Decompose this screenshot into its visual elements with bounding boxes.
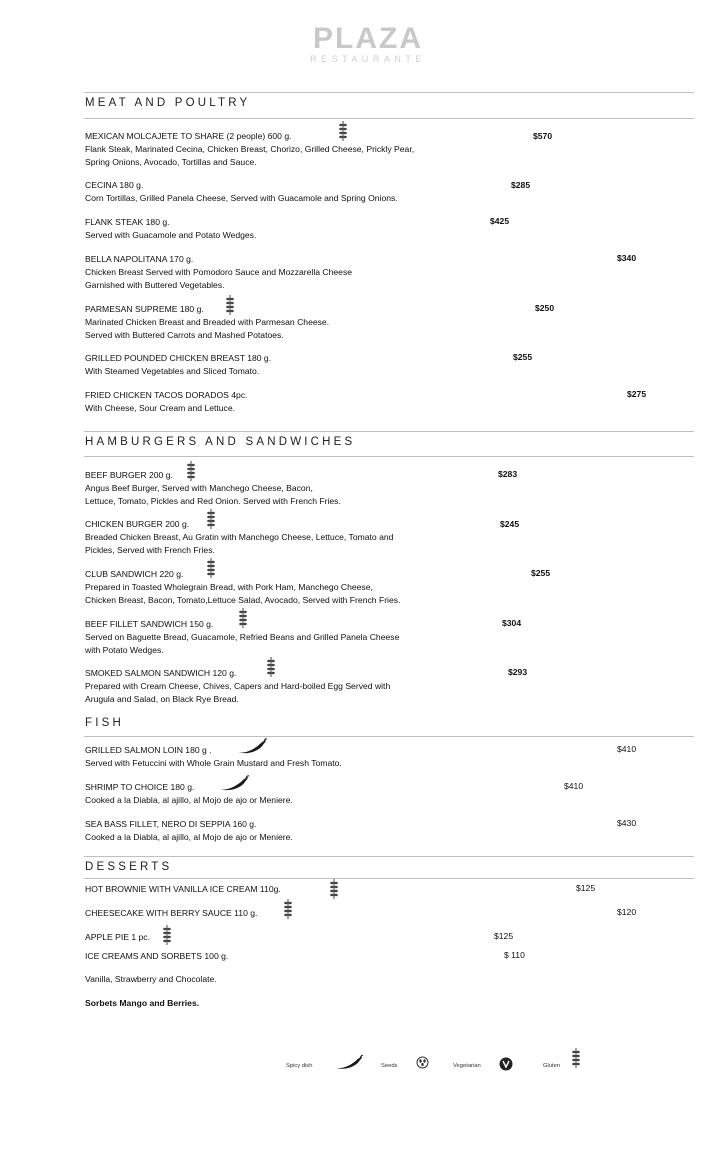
item-description: Flank Steak, Marinated Cecina, Chicken Breast, Chorizo, Grilled Cheese, Prickly Pear,: [85, 143, 415, 154]
item-name: HOT BROWNIE WITH VANILLA ICE CREAM 110g.: [85, 884, 281, 894]
menu-item-ice-creams: [85, 950, 228, 963]
item-name: SEA BASS FILLET, NERO DI SEPPIA 160 g.: [85, 819, 257, 829]
menu-item-grilled-chicken: [85, 352, 271, 378]
section-divider: [84, 856, 694, 857]
legend-label-spicy: Spicy dish: [286, 1063, 313, 1069]
sorbet-flavors: Sorbets Mango and Berries.: [85, 998, 200, 1008]
item-name: GRILLED SALMON LOIN 180 g .: [85, 745, 212, 755]
item-name: PARMESAN SUPREME 180 g.: [85, 304, 204, 314]
item-name: SMOKED SALMON SANDWICH 120 g.: [85, 668, 237, 678]
menu-item-bella-napolitana: [85, 253, 352, 291]
item-description: Arugula and Salad, on Black Rye Bread.: [85, 693, 239, 704]
menu-item-grilled-salmon: [85, 744, 342, 770]
menu-item-club-sandwich: [85, 568, 400, 606]
item-description: With Steamed Vegetables and Sliced Tomato.: [85, 365, 260, 376]
item-name: FLANK STEAK 180 g.: [85, 217, 170, 227]
menu-item-chicken-burger: [85, 518, 393, 556]
seeds-icon: [416, 1056, 429, 1069]
item-name: BELLA NAPOLITANA 170 g.: [85, 254, 194, 264]
item-name: CHEESECAKE WITH BERRY SAUCE 110 g.: [85, 908, 258, 918]
menu-item-flank-steak: [85, 216, 256, 242]
menu-item-parmesan-supreme: [85, 303, 329, 341]
item-price: $ 110: [504, 950, 525, 960]
item-description: Garnished with Buttered Vegetables.: [85, 279, 225, 290]
item-price: $285: [511, 180, 531, 190]
item-name: BEEF FILLET SANDWICH 150 g.: [85, 619, 214, 629]
item-name: SHRIMP TO CHOICE 180 g.: [85, 782, 195, 792]
item-description: Marinated Chicken Breast and Breaded with Parmesan Cheese.: [85, 316, 330, 327]
gluten-icon: [329, 878, 339, 900]
item-price: $283: [498, 469, 518, 479]
item-description: Served with Buttered Carrots and Mashed Potatoes.: [85, 329, 284, 340]
item-name: ICE CREAMS AND SORBETS 100 g.: [85, 951, 229, 961]
item-name: FRIED CHICKEN TACOS DORADOS 4pc.: [85, 390, 248, 400]
item-description: with Potato Wedges.: [85, 644, 164, 655]
gluten-icon: [238, 607, 248, 629]
item-price: $410: [617, 744, 637, 754]
spicy-icon: [236, 738, 268, 756]
item-price: $425: [490, 216, 510, 226]
menu-item-beef-burger: [85, 469, 341, 507]
item-description: Served with Guacamole and Potato Wedges.: [85, 229, 257, 240]
spicy-icon: [334, 1054, 364, 1072]
item-price: $340: [617, 253, 637, 263]
menu-item-cecina: [85, 179, 398, 205]
menu-item-chicken-tacos: [85, 389, 248, 415]
gluten-icon: [266, 656, 276, 678]
gluten-icon: [206, 508, 216, 530]
item-description: Chicken Breast Served with Pomodoro Sauce and Mozzarella Cheese: [85, 266, 353, 277]
item-description: Cooked a la Diabla, al ajillo, al Mojo de ajo or Meniere.: [85, 831, 293, 842]
item-description: Lettuce, Tomato, Pickles and Red Onion. Served with French Fries.: [85, 495, 341, 506]
item-price: $275: [627, 389, 647, 399]
item-name: CHICKEN BURGER 200 g.: [85, 519, 190, 529]
item-name: BEEF BURGER 200 g.: [85, 470, 173, 480]
item-price: $293: [508, 667, 528, 677]
item-description: Served with Fetuccini with Whole Grain Mustard and Fresh Tomato.: [85, 757, 342, 768]
item-description: Chicken Breast, Bacon, Tomato,Lettuce Salad, Avocado, Served with French Fries.: [85, 594, 401, 605]
section-title-desserts: DESSERTS: [85, 861, 173, 873]
gluten-icon: [338, 120, 348, 142]
menu-item-sea-bass: [85, 818, 293, 844]
item-description: Prepared in Toasted Wholegrain Bread, with Pork Ham, Manchego Cheese,: [85, 581, 373, 592]
section-title-fish: FISH: [85, 717, 124, 729]
section-divider: [84, 92, 694, 93]
restaurant-logo-subtitle: RESTAURANTE: [310, 54, 426, 64]
item-description: Cooked a la Diabla, al ajillo, al Mojo de ajo or Meniere.: [85, 794, 293, 805]
item-price: $410: [564, 781, 584, 791]
item-name: CLUB SANDWICH 220 g.: [85, 569, 184, 579]
gluten-icon: [186, 460, 196, 482]
restaurant-logo-title: PLAZA: [313, 22, 423, 55]
item-name: GRILLED POUNDED CHICKEN BREAST 180 g.: [85, 353, 272, 363]
menu-item-cheesecake: [85, 907, 257, 920]
item-name: MEXICAN MOLCAJETE TO SHARE (2 people) 600 g.: [85, 131, 292, 141]
section-divider: [84, 118, 694, 119]
section-divider: [84, 456, 694, 457]
item-price: $125: [576, 883, 596, 893]
item-description: Spring Onions, Avocado, Tortillas and Sauce.: [85, 156, 257, 167]
menu-item-shrimp: [85, 781, 293, 807]
item-price: $120: [617, 907, 637, 917]
section-title-meat: MEAT AND POULTRY: [85, 97, 251, 109]
menu-item-hot-brownie: [85, 883, 281, 896]
item-price: $255: [513, 352, 533, 362]
item-description: Breaded Chicken Breast, Au Gratin with Manchego Cheese, Lettuce, Tomato and: [85, 531, 394, 542]
gluten-icon: [162, 924, 172, 946]
item-price: $125: [494, 931, 514, 941]
spicy-icon: [218, 775, 250, 793]
section-divider: [84, 736, 694, 737]
ice-cream-flavors: Vanilla, Strawberry and Chocolate.: [85, 974, 217, 984]
item-price: $255: [531, 568, 551, 578]
item-price: $570: [533, 131, 553, 141]
legend-label-vegetarian: Vegetarian: [453, 1063, 481, 1069]
item-price: $250: [535, 303, 555, 313]
item-description: Pickles, Served with French Fries.: [85, 544, 215, 555]
menu-item-smoked-salmon-sandwich: [85, 667, 390, 705]
gluten-icon: [571, 1047, 581, 1069]
item-description: Served on Baguette Bread, Guacamole, Refried Beans and Grilled Panela Cheese: [85, 631, 400, 642]
legend-label-gluten: Gluten: [543, 1063, 561, 1069]
vegetarian-icon: [499, 1057, 513, 1071]
section-divider: [84, 431, 694, 432]
section-title-burgers: HAMBURGERS AND SANDWICHES: [85, 436, 356, 448]
gluten-icon: [206, 557, 216, 579]
item-description: With Cheese, Sour Cream and Lettuce.: [85, 402, 235, 413]
item-price: $304: [502, 618, 522, 628]
gluten-icon: [283, 898, 293, 920]
item-description: Corn Tortillas, Grilled Panela Cheese, Served with Guacamole and Spring Onions.: [85, 192, 398, 203]
menu-item-apple-pie: [85, 931, 150, 944]
item-description: Angus Beef Burger, Served with Manchego Cheese, Bacon,: [85, 482, 313, 493]
item-name: CECINA 180 g.: [85, 180, 144, 190]
legend-label-seeds: Seeds: [381, 1063, 398, 1069]
item-name: APPLE PIE 1 pc.: [85, 932, 150, 942]
item-price: $430: [617, 818, 637, 828]
gluten-icon: [225, 294, 235, 316]
section-divider: [84, 878, 694, 879]
menu-item-molcajete: [85, 130, 414, 168]
item-price: $245: [500, 519, 520, 529]
item-description: Prepared with Cream Cheese, Chives, Capers and Hard-boiled Egg Served with: [85, 680, 391, 691]
